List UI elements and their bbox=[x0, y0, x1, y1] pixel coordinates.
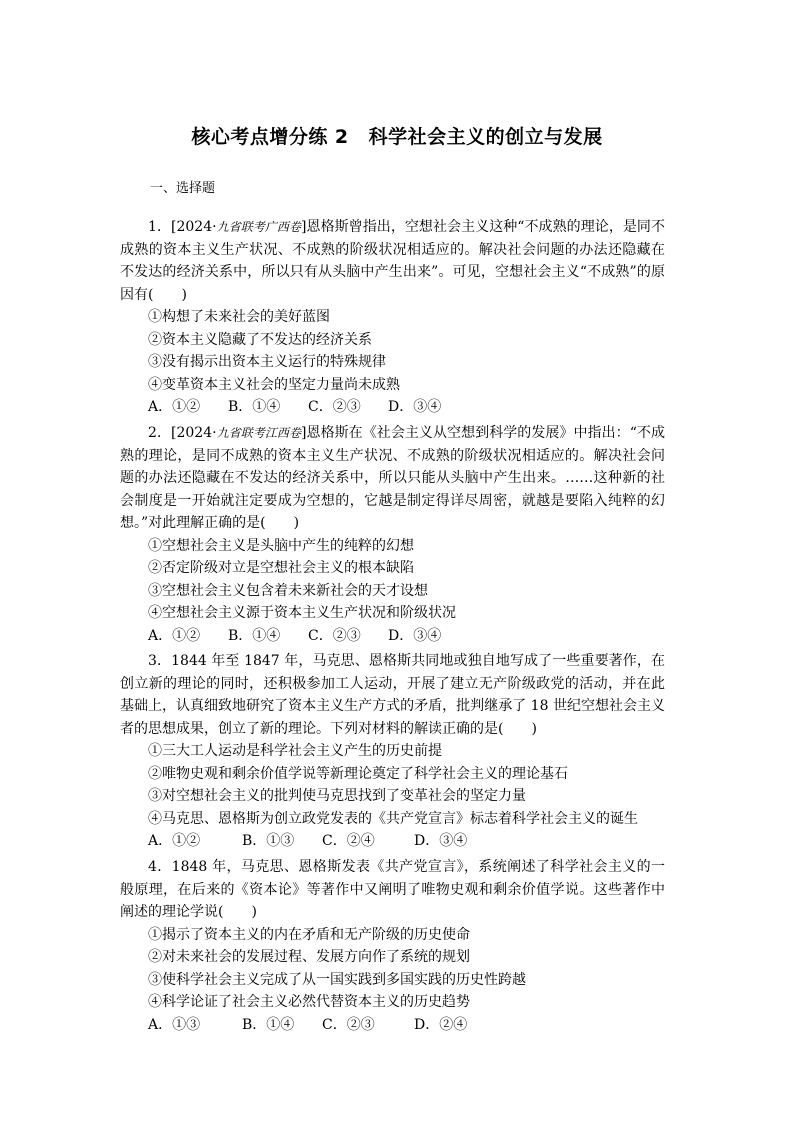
question-number: 4． bbox=[148, 859, 172, 875]
choice-c[interactable]: C．②③ bbox=[322, 1016, 375, 1033]
question-1 bbox=[120, 216, 665, 419]
section-heading: 一、选择题 bbox=[150, 181, 216, 196]
option-item: ①三大工人运动是科学社会主义产生的历史前提 bbox=[148, 743, 442, 759]
option-item: ③没有揭示出资本主义运行的特殊规律 bbox=[148, 354, 386, 370]
question-number: 1． bbox=[148, 219, 172, 235]
option-item: ③使科学社会主义完成了从一国实践到多国实践的历史性跨越 bbox=[148, 971, 526, 988]
answer-choices bbox=[120, 396, 665, 419]
option-item: ④马克思、恩格斯为创立政党发表的《共产党宣言》标志着科学社会主义的诞生 bbox=[148, 810, 638, 827]
choice-d[interactable]: D．③④ bbox=[388, 627, 442, 644]
title-main: 核心考点增分练 2 bbox=[191, 126, 349, 148]
question-2 bbox=[120, 422, 665, 647]
question-stem bbox=[120, 422, 665, 535]
option-item: ①构想了未来社会的美好蓝图 bbox=[148, 309, 330, 325]
answer-choices bbox=[120, 830, 665, 853]
choice-d[interactable]: D．②④ bbox=[414, 1016, 468, 1033]
option-item: ①空想社会主义是头脑中产生的纯粹的幻想 bbox=[148, 537, 414, 554]
choice-d[interactable]: D．③④ bbox=[414, 833, 468, 849]
choice-a[interactable]: A．①② bbox=[148, 833, 201, 849]
option-item: ③空想社会主义包含着未来新社会的天才设想 bbox=[148, 582, 428, 599]
choice-c[interactable]: C．②④ bbox=[322, 833, 375, 849]
page-title bbox=[0, 122, 794, 149]
question-source: [2024·九省联考广西卷] bbox=[171, 219, 307, 235]
option-item: ④空想社会主义源于资本主义生产状况和阶级状况 bbox=[148, 605, 456, 621]
choice-b[interactable]: B．①④ bbox=[228, 627, 281, 644]
choice-c[interactable]: C．②③ bbox=[308, 627, 361, 644]
option-item: ③对空想社会主义的批判使马克思找到了变革社会的坚定力量 bbox=[148, 788, 526, 804]
choice-a[interactable]: A．①② bbox=[148, 399, 201, 415]
answer-choices bbox=[120, 625, 665, 648]
choice-c[interactable]: C．②③ bbox=[308, 399, 361, 415]
choice-b[interactable]: B．①④ bbox=[228, 399, 281, 415]
question-4 bbox=[120, 856, 665, 1036]
question-number: 3． bbox=[148, 653, 172, 669]
question-3 bbox=[120, 650, 665, 853]
option-item: ②唯物史观和剩余价值学说等新理论奠定了科学社会主义的理论基石 bbox=[148, 765, 568, 782]
choice-b[interactable]: B．①③ bbox=[242, 833, 295, 849]
option-item: ①揭示了资本主义的内在矛盾和无产阶级的历史使命 bbox=[148, 926, 470, 943]
title-sub: 科学社会主义的创立与发展 bbox=[368, 126, 603, 148]
answer-choices bbox=[120, 1014, 665, 1037]
choice-a[interactable]: A．①③ bbox=[148, 1016, 201, 1033]
choice-d[interactable]: D．③④ bbox=[388, 399, 442, 415]
question-text: 恩格斯曾指出，空想社会主义这种“不成熟的理论，是同不成熟的资本主义生产状况、不成熟的阶级状况相适应的。解决社会问题的办法还隐藏在不发达的经济关系中，所以只有从头脑中产生出来”。可见，空想社会主义“不成熟”的原因有( ) bbox=[120, 219, 665, 303]
question-text: 1848 年，马克思、恩格斯发表《共产党宣言》，系统阐述了科学社会主义的一般原理，在后来的《资本论》等著作中又阐明了唯物史观和剩余价值学说。这些著作中阐述的理论学说( ) bbox=[120, 859, 665, 920]
choice-b[interactable]: B．①④ bbox=[242, 1016, 295, 1033]
option-item: ②对未来社会的发展过程、发展方向作了系统的规划 bbox=[148, 949, 470, 965]
option-item: ②否定阶级对立是空想社会主义的根本缺陷 bbox=[148, 560, 414, 576]
option-item: ④变革资本主义社会的坚定力量尚未成熟 bbox=[148, 376, 400, 393]
question-text: 1844 年至 1847 年，马克思、恩格斯共同地或独自地写成了一些重要著作，在创立新的理论的同时，还积极参加工人运动，开展了建立无产阶级政党的活动，并在此基础上，认真细致地研究了资本主义生产方式的矛盾，批判继承了 18 世纪空想社会主义者的思想成果，创立了新的理论。下列对材料的解读正确的是( ) bbox=[120, 653, 665, 737]
question-stem bbox=[120, 216, 665, 306]
question-stem bbox=[120, 650, 665, 740]
question-stem bbox=[120, 856, 665, 924]
option-item: ②资本主义隐藏了不发达的经济关系 bbox=[148, 331, 372, 348]
choice-a[interactable]: A．①② bbox=[148, 627, 201, 644]
question-text: 恩格斯在《社会主义从空想到科学的发展》中指出：“不成熟的理论，是同不成熟的资本主义生产状况、不成熟的阶级状况相适应的。解决社会问题的办法还隐藏在不发达的经济关系中，所以只能从头脑中产生出来。……这种新的社会制度是一开始就注定要成为空想的，它越是制定得详尽周密，就越是要陷入纯粹的幻想。”对此理解正确的是( ) bbox=[120, 425, 665, 531]
option-item: ④科学论证了社会主义必然代替资本主义的历史趋势 bbox=[148, 994, 470, 1010]
question-number: 2． bbox=[148, 425, 172, 441]
question-source: [2024·九省联考江西卷] bbox=[171, 425, 307, 441]
